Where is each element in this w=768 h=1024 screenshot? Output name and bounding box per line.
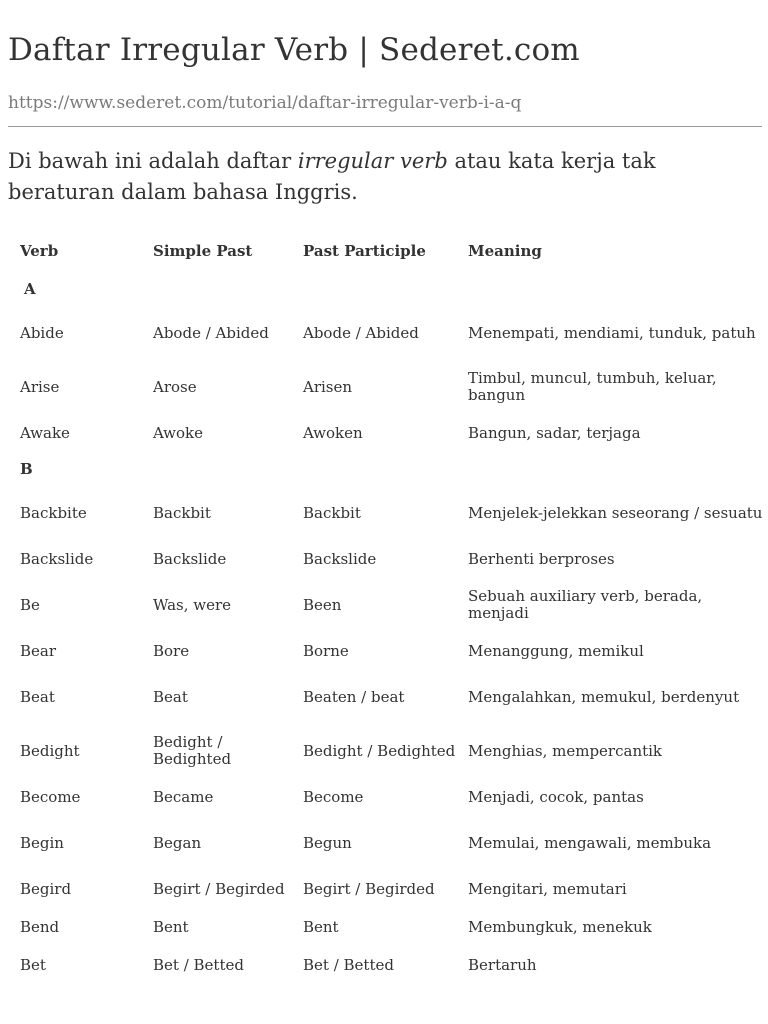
cell-meaning: Menempati, mendiami, tunduk, patuh bbox=[468, 323, 756, 342]
cell-simple-past: Backbit bbox=[153, 503, 211, 522]
cell-simple-past: Bedight / Bedighted bbox=[153, 733, 232, 768]
table-row bbox=[8, 632, 764, 670]
cell-simple-past: Bore bbox=[153, 641, 190, 660]
cell-meaning: Memulai, mengawali, membuka bbox=[468, 833, 712, 852]
cell-verb: Backslide bbox=[20, 549, 94, 568]
cell-past-participle: Begirt / Begirded bbox=[303, 879, 435, 898]
cell-past-participle: Awoken bbox=[303, 423, 363, 442]
header-simple-past: Simple Past bbox=[153, 241, 253, 260]
section-letter: A bbox=[24, 279, 36, 298]
cell-verb: Bear bbox=[20, 641, 57, 660]
cell-verb: Begin bbox=[20, 833, 64, 852]
cell-verb: Abide bbox=[20, 323, 64, 342]
cell-verb: Bet bbox=[20, 955, 46, 974]
table-row bbox=[8, 778, 764, 816]
cell-past-participle: Arisen bbox=[303, 377, 353, 396]
cell-meaning: Menjelek-jelekkan seseorang / sesuatu bbox=[468, 503, 763, 522]
table-row bbox=[8, 360, 764, 414]
irregular-verb-table bbox=[8, 230, 764, 984]
divider bbox=[8, 126, 762, 127]
header-past-participle: Past Participle bbox=[303, 241, 426, 260]
page-title: Daftar Irregular Verb | Sederet.com bbox=[8, 32, 580, 68]
cell-meaning: Menjadi, cocok, pantas bbox=[468, 787, 644, 806]
cell-verb: Bedight bbox=[20, 741, 80, 760]
header-verb: Verb bbox=[20, 241, 59, 260]
cell-verb: Beat bbox=[20, 687, 55, 706]
table-row bbox=[8, 946, 764, 984]
cell-verb: Be bbox=[20, 595, 40, 614]
cell-meaning: Sebuah auxiliary verb, berada, menjadi bbox=[468, 587, 703, 622]
cell-simple-past: Backslide bbox=[153, 549, 227, 568]
cell-simple-past: Begirt / Begirded bbox=[153, 879, 285, 898]
cell-simple-past: Was, were bbox=[153, 595, 232, 614]
cell-meaning: Menghias, mempercantik bbox=[468, 741, 663, 760]
section-letter-row bbox=[8, 272, 764, 306]
table-row bbox=[8, 414, 764, 452]
cell-verb: Bend bbox=[20, 917, 60, 936]
intro-emphasis: irregular verb bbox=[297, 149, 448, 173]
cell-meaning: Timbul, muncul, tumbuh, keluar, bangun bbox=[468, 369, 717, 404]
cell-past-participle: Become bbox=[303, 787, 364, 806]
cell-simple-past: Bent bbox=[153, 917, 189, 936]
table-row bbox=[8, 540, 764, 578]
table-row bbox=[8, 578, 764, 632]
cell-verb: Begird bbox=[20, 879, 72, 898]
intro-text-after: atau kata kerja tak beraturan dalam bahasa Inggris. bbox=[8, 149, 656, 204]
cell-meaning: Mengitari, memutari bbox=[468, 879, 627, 898]
cell-verb: Arise bbox=[20, 377, 60, 396]
table-row bbox=[8, 724, 764, 778]
cell-verb: Awake bbox=[20, 423, 70, 442]
cell-simple-past: Arose bbox=[153, 377, 197, 396]
table-header-row bbox=[8, 230, 764, 272]
cell-verb: Backbite bbox=[20, 503, 87, 522]
cell-meaning: Berhenti berproses bbox=[468, 549, 615, 568]
cell-past-participle: Bet / Betted bbox=[303, 955, 394, 974]
cell-meaning: Mengalahkan, memukul, berdenyut bbox=[468, 687, 740, 706]
cell-past-participle: Begun bbox=[303, 833, 352, 852]
cell-simple-past: Abode / Abided bbox=[153, 323, 269, 342]
table-row bbox=[8, 306, 764, 360]
cell-verb: Become bbox=[20, 787, 81, 806]
cell-simple-past: Became bbox=[153, 787, 214, 806]
table-row bbox=[8, 870, 764, 908]
cell-simple-past: Beat bbox=[153, 687, 188, 706]
cell-simple-past: Bet / Betted bbox=[153, 955, 244, 974]
table-body bbox=[8, 272, 764, 984]
table-row bbox=[8, 816, 764, 870]
cell-simple-past: Awoke bbox=[153, 423, 203, 442]
cell-past-participle: Borne bbox=[303, 641, 349, 660]
cell-past-participle: Beaten / beat bbox=[303, 687, 405, 706]
table-row bbox=[8, 670, 764, 724]
intro-paragraph bbox=[8, 146, 708, 208]
cell-simple-past: Began bbox=[153, 833, 202, 852]
cell-meaning: Menanggung, memikul bbox=[468, 641, 644, 660]
header-meaning: Meaning bbox=[468, 241, 542, 260]
cell-meaning: Bertaruh bbox=[468, 955, 537, 974]
section-letter: B bbox=[20, 459, 33, 478]
cell-meaning: Bangun, sadar, terjaga bbox=[468, 423, 641, 442]
cell-past-participle: Bedight / Bedighted bbox=[303, 741, 456, 760]
cell-past-participle: Backbit bbox=[303, 503, 361, 522]
section-letter-row bbox=[8, 452, 764, 486]
cell-meaning: Membungkuk, menekuk bbox=[468, 917, 652, 936]
page-url[interactable]: https://www.sederet.com/tutorial/daftar-irregular-verb-i-a-q bbox=[8, 93, 522, 113]
table-row bbox=[8, 908, 764, 946]
intro-text-before: Di bawah ini adalah daftar bbox=[8, 149, 298, 173]
cell-past-participle: Bent bbox=[303, 917, 339, 936]
cell-past-participle: Abode / Abided bbox=[303, 323, 419, 342]
cell-past-participle: Backslide bbox=[303, 549, 377, 568]
cell-past-participle: Been bbox=[303, 595, 342, 614]
table-row bbox=[8, 486, 764, 540]
